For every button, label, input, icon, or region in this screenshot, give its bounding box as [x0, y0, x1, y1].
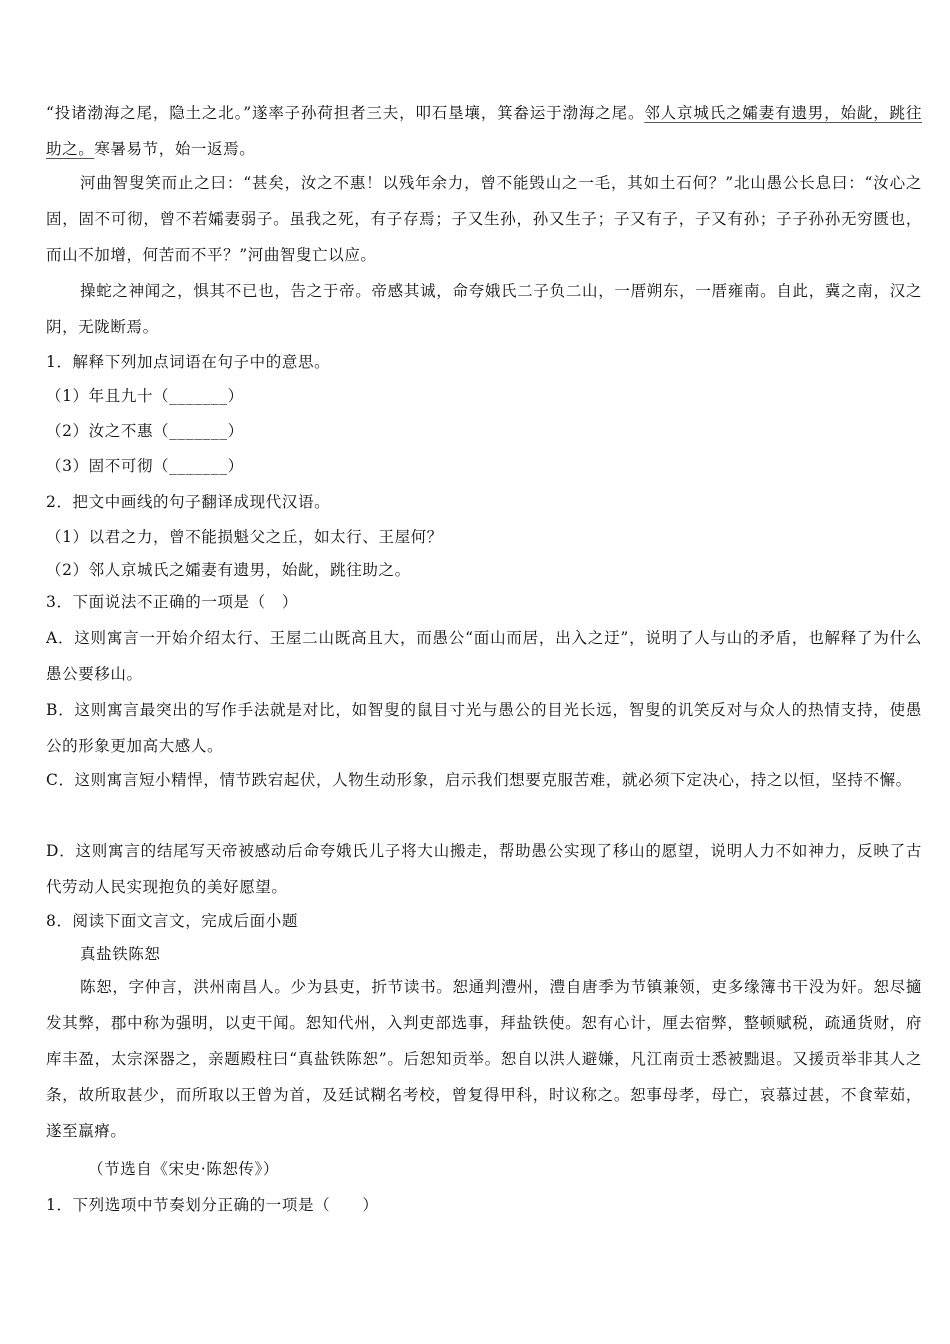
question-item: （2）邻人京城氏之孀妻有遗男，始龀，跳往助之。 — [46, 561, 411, 579]
question: 3．下面说法不正确的一项是（ ） — [46, 593, 298, 611]
question-item: （1）年且九十（_______） — [46, 387, 244, 405]
passage-paragraph — [46, 95, 922, 167]
option-a: A．这则寓言一开始介绍太行、王屋二山既高且大，而愚公“面山而居，出入之迂”，说明了人与山的矛盾，也解释了为什么愚公要移山。 — [46, 629, 922, 683]
passage-paragraph: 河曲智叟笑而止之曰：“甚矣，汝之不惠！以残年余力，曾不能毁山之一毛，其如土石何？”北山愚公长息曰：“汝心之固，固不可彻，曾不若孀妻弱子。虽我之死，有子存焉；子又生孙，孙又生子；子又有子，子又有孙；子子孙孙无穷匮也，而山不加增，何苦而不平？”河曲智叟亡以应。 — [46, 174, 922, 264]
passage-source: （节选自《宋史·陈恕传》） — [88, 1160, 279, 1178]
passage-paragraph: 操蛇之神闻之，惧其不已也，告之于帝。帝感其诚，命夸娥氏二子负二山，一厝朔东，一厝雍南。自此，冀之南，汉之阴，无陇断焉。 — [46, 282, 922, 336]
underlined-sentence: 邻人京城氏之孀妻有遗男，始龀，跳往助之。 — [46, 104, 922, 158]
text: “投诸渤海之尾，隐土之北。”遂率子孙荷担者三夫，叩石垦壤，箕畚运于渤海之尾。 — [46, 104, 645, 122]
question: 1．解释下列加点词语在句子中的意思。 — [46, 353, 331, 371]
question-item: （2）汝之不惠（_______） — [46, 422, 244, 440]
passage-title: 真盐铁陈恕 — [80, 945, 161, 963]
option-c: C．这则寓言短小精悍，情节跌宕起伏，人物生动形象，启示我们想要克服苦难，就必须下定决心，持之以恒，坚持不懈。 — [46, 771, 912, 789]
text: 寒暑易节，始一返焉。 — [94, 140, 256, 158]
question: 2．把文中画线的句子翻译成现代汉语。 — [46, 493, 331, 511]
question-item: （3）固不可彻（_______） — [46, 457, 244, 475]
question-item: （1）以君之力，曾不能损魁父之丘，如太行、王屋何？ — [46, 528, 443, 546]
passage-paragraph: 陈恕，字仲言，洪州南昌人。少为县吏，折节读书。恕通判澧州，澧自唐季为节镇兼领，吏多缘簿书干没为奸。恕尽擿发其弊，郡中称为强明，以吏干闻。恕知代州，入判吏部选事，拜盐铁使。恕有心计，厘去宿弊，整顿赋税，疏通货财，府库丰盈，太宗深器之，亲题殿柱曰“真盐铁陈恕”。后恕知贡举。恕自以洪人避嫌，凡江南贡士悉被黜退。又援贡举非其人之条，故所取甚少，而所取以王曾为首，及廷试糊名考校，曾复得甲科，时议称之。恕事母孝，母亡，哀慕过甚，不食荤茹，遂至羸瘠。 — [46, 978, 922, 1140]
option-d: D．这则寓言的结尾写天帝被感动后命夸娥氏儿子将大山搬走，帮助愚公实现了移山的愿望，说明人力不如神力，反映了古代劳动人民实现抱负的美好愿望。 — [46, 842, 922, 896]
option-b: B．这则寓言最突出的写作手法就是对比，如智叟的鼠目寸光与愚公的目光长远，智叟的讥笑反对与众人的热情支持，使愚公的形象更加高大感人。 — [46, 701, 922, 755]
question: 8．阅读下面文言文，完成后面小题 — [46, 912, 298, 930]
question: 1．下列选项中节奏划分正确的一项是（ ） — [46, 1196, 379, 1214]
